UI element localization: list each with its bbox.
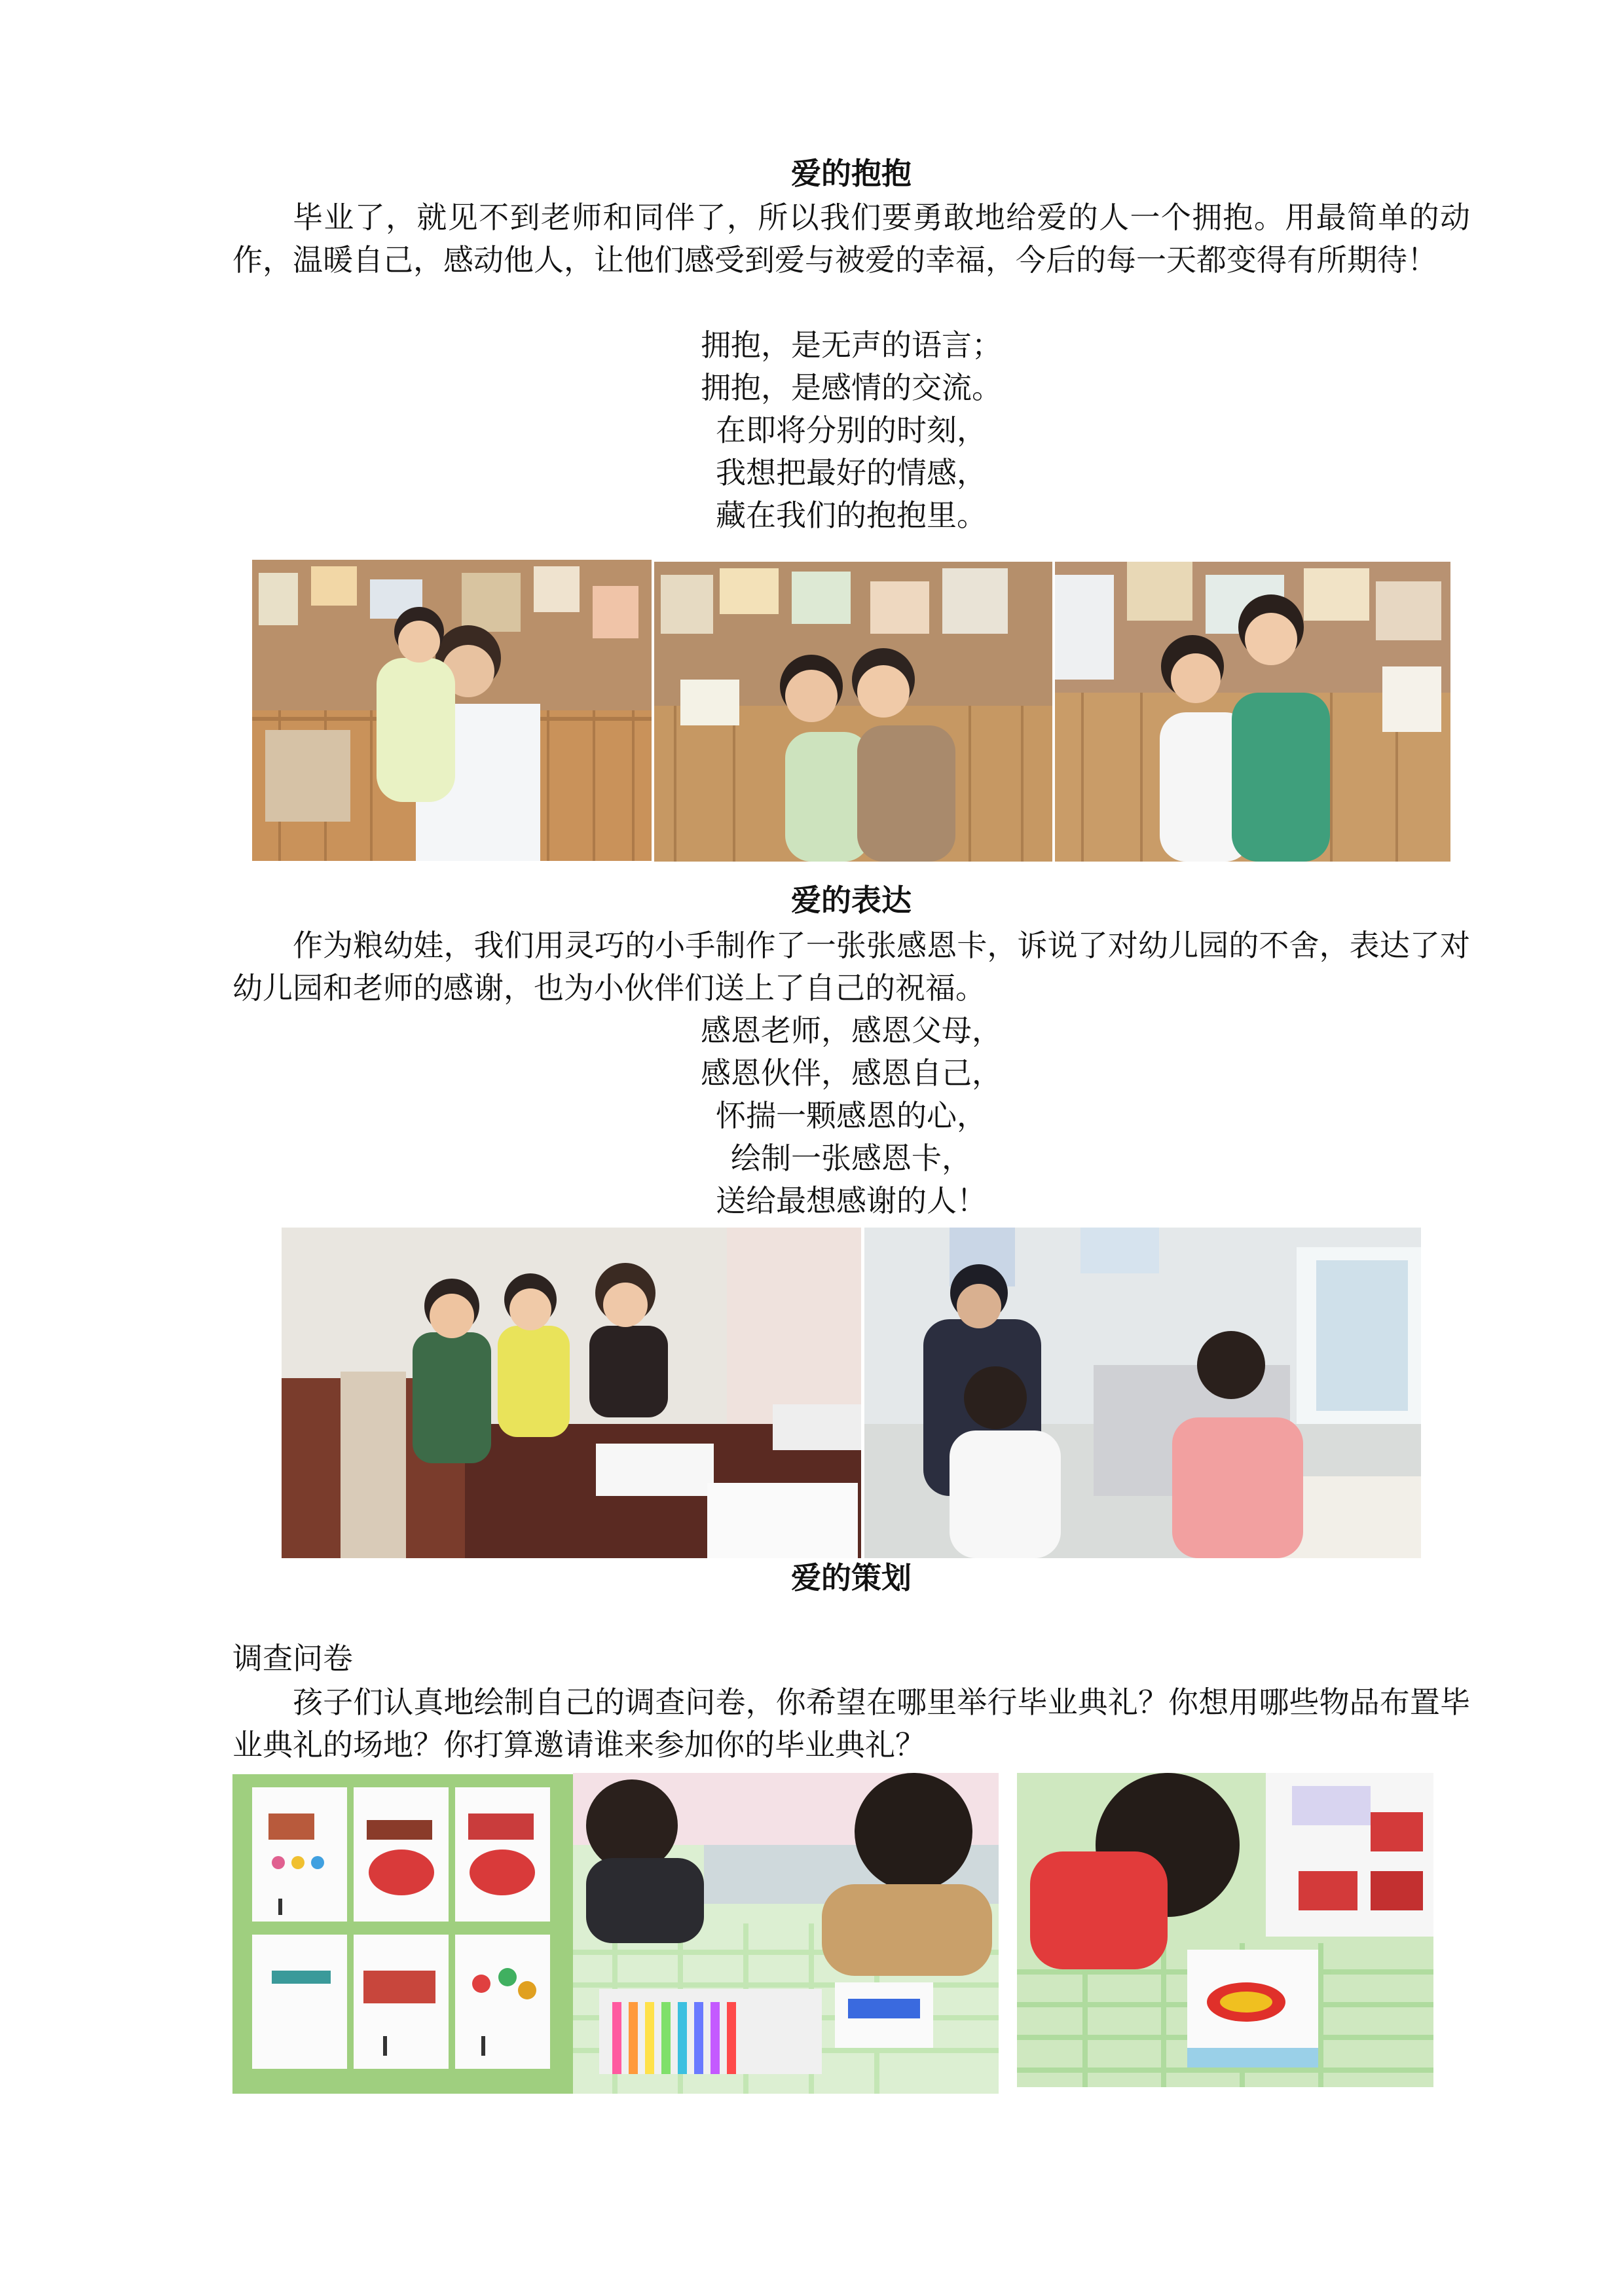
photo-children-drawing	[573, 1773, 999, 2094]
poem-line: 拥抱，是感情的交流。	[701, 370, 1002, 405]
poem-line: 绘制一张感恩卡，	[731, 1140, 972, 1176]
section-paragraph-hug: 毕业了，就见不到老师和同伴了，所以我们要勇敢地给爱的人一个拥抱。用最简单的动作，温暖自己，感动他人，让他们感受到爱与被爱的幸福，今后的每一天都变得有所期待！	[232, 200, 1470, 278]
section-title-planning: 爱的策划	[791, 1560, 912, 1595]
poem-hug	[232, 324, 1470, 537]
poem-line: 拥抱，是无声的语言；	[701, 327, 1002, 363]
subheading-survey: 调查问卷	[232, 1641, 353, 1676]
poem-line: 送给最想感谢的人！	[716, 1183, 987, 1218]
photo-girls-hug	[1055, 562, 1450, 862]
poem-line: 我想把最好的情感，	[716, 455, 987, 490]
photo-survey-drawings	[232, 1774, 573, 2094]
document-page	[232, 0, 1470, 2296]
poem-expression	[232, 1010, 1470, 1222]
photo-teacher-hug	[252, 560, 652, 861]
poem-line: 藏在我们的抱抱里。	[716, 498, 987, 533]
poem-line: 感恩伙伴，感恩自己，	[701, 1055, 1002, 1091]
section-title-expression: 爱的表达	[791, 883, 912, 918]
photo-office-teacher	[282, 1228, 861, 1558]
section-paragraph-planning: 孩子们认真地绘制自己的调查问卷，你希望在哪里举行毕业典礼？你想用哪些物品布置毕业典礼的场地？你打算邀请谁来参加你的毕业典礼？	[232, 1685, 1470, 1762]
poem-line: 感恩老师，感恩父母，	[701, 1013, 1002, 1048]
photo-children-hug	[654, 562, 1052, 862]
section-paragraph-expression: 作为粮幼娃，我们用灵巧的小手制作了一张张感恩卡，诉说了对幼儿园的不舍，表达了对幼儿园和老师的感谢，也为小伙伴们送上了自己的祝福。	[232, 928, 1470, 1006]
photo-security-guard	[864, 1228, 1421, 1558]
section-title-hug: 爱的抱抱	[791, 156, 912, 191]
photo-girl-drawing	[1017, 1773, 1433, 2087]
poem-line: 怀揣一颗感恩的心，	[716, 1098, 987, 1133]
poem-line: 在即将分别的时刻，	[716, 412, 987, 448]
